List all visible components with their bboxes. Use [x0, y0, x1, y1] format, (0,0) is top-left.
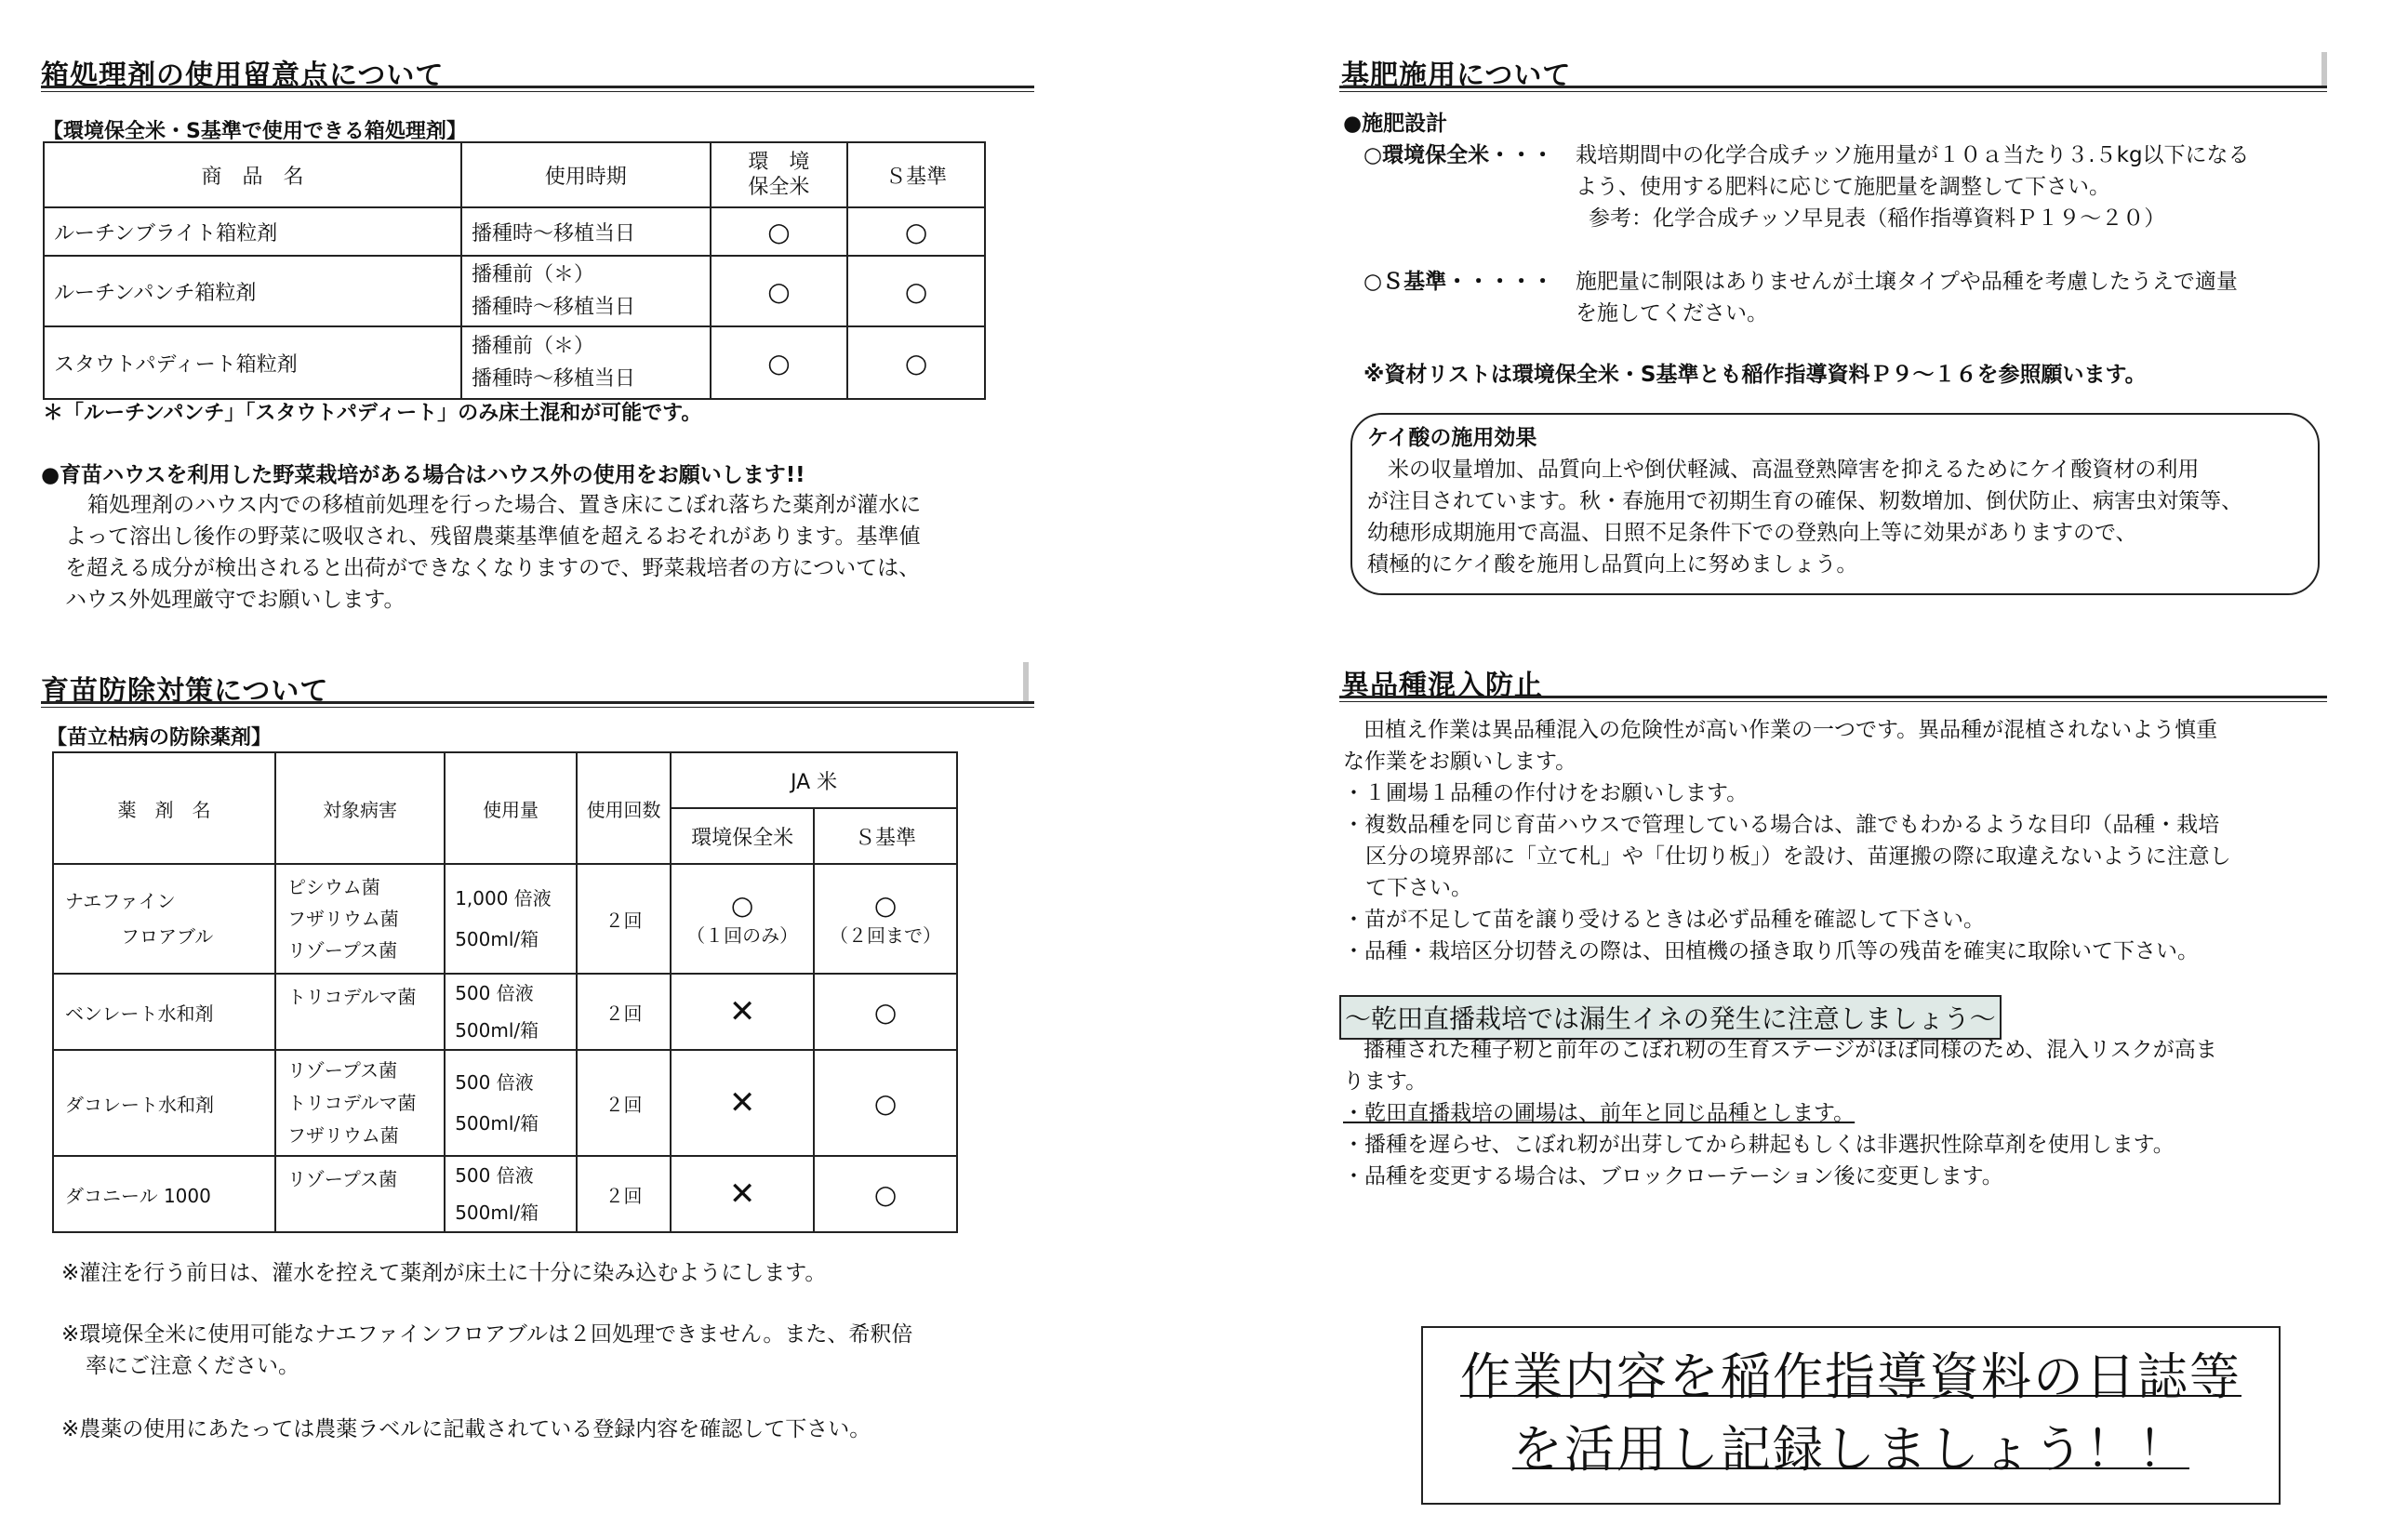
usage-timing-line2: 播種時～移植当日 [472, 296, 636, 319]
section-title-box-treatment: 箱処理剤の使用留意点について [41, 60, 445, 92]
target-disease: リゾープス菌 [286, 939, 398, 962]
s-standard-label: ○Ｓ基準・・・・・ [1363, 270, 1554, 294]
usage-timing: 播種時～移植当日 [461, 207, 711, 256]
target-disease: リゾープス菌 [275, 1156, 445, 1232]
section-title-basal-fertilizer: 基肥施用について [1341, 60, 1572, 92]
dilution: 500 倍液 [455, 982, 534, 1004]
header-env: 環境保全米 [671, 808, 814, 864]
usage-timing-line2: 播種時～移植当日 [472, 367, 636, 391]
direct-seeding-highlight: ～乾田直播栽培では漏生イネの発生に注意しましょう～ [1339, 995, 2002, 1040]
silicate-box-heading: ケイ酸の施用効果 [1367, 426, 1537, 450]
product-name: ルーチンパンチ箱粒剤 [44, 256, 461, 326]
seedling-disease-table [52, 751, 958, 1233]
s-standard-text: を施してください。 [1576, 301, 1768, 325]
header-env-line1: 環 境 [748, 150, 810, 174]
notice-line: を超える成分が検出されると出荷ができなくなりますので、野菜栽培者の方については、 [65, 556, 921, 580]
dilution: 1,000 倍液 [455, 887, 552, 909]
intro-line: な作業をお願いします。 [1343, 750, 1577, 774]
usage-timing-line1: 播種前（＊） [472, 334, 595, 358]
paragraph-line: ります。 [1343, 1069, 1428, 1094]
chemical-name-line1: ナエファイン [65, 890, 176, 912]
usage-timing [461, 326, 711, 399]
material-list-note: ※資材リストは環境保全米・S基準とも稲作指導資料Ｐ９～１６を参照願います。 [1363, 363, 2147, 387]
bullet-item: ・品種・栽培区分切替えの際は、田植機の掻き取り爪等の残苗を確実に取除いて下さい。 [1343, 939, 2199, 963]
table-row [44, 207, 985, 256]
times: ２回 [577, 1156, 671, 1232]
header-product: 商 品 名 [44, 142, 461, 207]
silicate-box-line: 積極的にケイ酸を施用し品質向上に努めましょう。 [1367, 552, 1858, 577]
s-mark: ○ [847, 207, 985, 256]
chemical-name-line2: フロアブル [121, 925, 214, 948]
volume: 500ml/箱 [455, 928, 539, 950]
title-rule [1339, 86, 2327, 92]
times: ２回 [577, 974, 671, 1050]
volume: 500ml/箱 [455, 1112, 539, 1135]
s-mark: ○ [873, 890, 898, 921]
amount [445, 974, 577, 1050]
times: ２回 [577, 864, 671, 974]
bullet-item [1343, 1101, 1855, 1127]
silicate-box-line: 米の収量増加、品質向上や倒伏軽減、高温登熟障害を抑えるためにケイ酸資材の利用 [1388, 458, 2200, 482]
note: ※環境保全米に使用可能なナエファインフロアブルは２回処理できません。また、希釈倍 [61, 1322, 913, 1347]
title-rule [1339, 696, 2327, 702]
env-cross-mark: ✕ [671, 1050, 814, 1156]
s-note: （２回まで） [830, 924, 942, 947]
env-cross-mark: ✕ [671, 974, 814, 1050]
product-name: ルーチンブライト箱粒剤 [44, 207, 461, 256]
target-disease: トリコデルマ菌 [275, 974, 445, 1050]
target-disease: フザリウム菌 [286, 908, 399, 930]
banner-line: 作業内容を稲作指導資料の日誌等 [1460, 1348, 2241, 1406]
silicate-box-line: が注目されています。秋・春施用で初期生育の確保、籾数増加、倒伏防止、病害虫対策等、 [1367, 489, 2243, 513]
header-chemical: 薬 剤 名 [53, 752, 275, 864]
underlined-bullet-text: ・乾田直播栽培の圃場は、前年と同じ品種とします。 [1343, 1101, 1856, 1125]
header-env [711, 142, 848, 207]
chemical-name [53, 864, 275, 974]
table-row [53, 1050, 957, 1156]
bullet-item: ・播種を遅らせ、こぼれ籾が出芽してから耕起もしくは非選択性除草剤を使用します。 [1343, 1133, 2175, 1157]
env-cross-mark: ✕ [671, 1156, 814, 1232]
env-rice-text: 栽培期間中の化学合成チッソ施用量が１０ａ当たり３.５kg以下になる [1576, 143, 2250, 167]
table-row [44, 326, 985, 399]
header-env-line2: 保全米 [748, 176, 810, 199]
note: 率にご注意ください。 [86, 1354, 299, 1378]
s-mark: ○ [814, 1050, 957, 1156]
dilution: 500 倍液 [455, 1164, 534, 1187]
rule-tick-mark [1023, 662, 1029, 701]
header-target: 対象病害 [275, 752, 445, 864]
table-row [44, 256, 985, 326]
s-mark: ○ [814, 974, 957, 1050]
s-standard-text: 施肥量に制限はありませんが土壌タイプや品種を考慮したうえで適量 [1576, 270, 2238, 294]
title-rule [41, 86, 1034, 92]
amount [445, 864, 577, 974]
env-note: （１回のみ） [686, 924, 799, 947]
chemical-name: ベンレート水和剤 [53, 974, 275, 1050]
intro-line: 田植え作業は異品種混入の危険性が高い作業の一つです。異品種が混植されないよう慎重 [1363, 718, 2218, 742]
table-row [53, 864, 957, 974]
right-page [1190, 0, 2381, 1540]
amount [445, 1050, 577, 1156]
bullet-item-cont: て下さい。 [1365, 876, 1472, 900]
target-diseases [275, 864, 445, 974]
notice-line: 箱処理剤のハウス内での移植前処理を行った場合、置き床にこぼれ落ちた薬剤が灌水に [87, 493, 922, 517]
rule-tick-mark [2321, 52, 2327, 86]
left-page [0, 0, 1190, 1540]
header-s-standard: Ｓ基準 [847, 142, 985, 207]
bullet-item: ・複数品種を同じ育苗ハウスで管理している場合は、誰でもわかるような目印（品種・栽培 [1343, 813, 2220, 837]
usage-timing-line1: 播種前（＊） [472, 262, 595, 286]
notice-line: よって溶出し後作の野菜に吸収され、残留農薬基準値を超えるおそれがあります。基準値 [65, 524, 921, 549]
s-cell [814, 864, 957, 974]
header-s-standard: Ｓ基準 [814, 808, 957, 864]
target-disease: フザリウム菌 [286, 1123, 399, 1147]
amount [445, 1156, 577, 1232]
silicate-box-line: 幼穂形成期施用で高温、日照不足条件下での登熟向上等に効果がありますので、 [1367, 521, 2137, 545]
header-ja-rice: JA 米 [671, 752, 957, 808]
table-footnote: ＊「ルーチンパンチ」「スタウトパディート」のみ床土混和が可能です。 [43, 402, 702, 425]
env-rice-reference: 参考：化学合成チッソ早見表（稲作指導資料Ｐ１９～２０） [1589, 206, 2166, 231]
header-amount: 使用量 [445, 752, 577, 864]
env-mark: ○ [730, 890, 754, 921]
table-caption: 【苗立枯病の防除薬剤】 [47, 726, 273, 750]
section-title-seedling-protection: 育苗防除対策について [41, 675, 329, 708]
env-cell [671, 864, 814, 974]
volume: 500ml/箱 [455, 1201, 539, 1224]
env-mark: ○ [711, 256, 848, 326]
box-treatment-table [43, 141, 986, 400]
env-mark: ○ [711, 326, 848, 399]
env-rice-label: ○環境保全米・・・ [1363, 143, 1554, 167]
title-rule [41, 701, 1034, 708]
table-caption: 【環境保全米・S基準で使用できる箱処理剤】 [43, 120, 467, 143]
product-name: スタウトパディート箱粒剤 [44, 326, 461, 399]
dilution: 500 倍液 [455, 1071, 534, 1094]
notice-line: ハウス外処理厳守でお願いします。 [65, 588, 406, 612]
target-disease: トリコデルマ菌 [286, 1091, 417, 1114]
target-disease: リゾープス菌 [286, 1058, 398, 1082]
banner-line: を活用し記録しましょう！！ [1512, 1420, 2189, 1479]
bullet-item: ・苗が不足して苗を譲り受けるときは必ず品種を確認して下さい。 [1343, 908, 1985, 932]
times: ２回 [577, 1050, 671, 1156]
chemical-name: ダコレート水和剤 [53, 1050, 275, 1156]
header-times: 使用回数 [577, 752, 671, 864]
table-header-row [53, 752, 957, 808]
table-row [53, 1156, 957, 1232]
bullet-item: ・品種を変更する場合は、ブロックローテーション後に変更します。 [1343, 1164, 2003, 1188]
env-mark: ○ [711, 207, 848, 256]
s-mark: ○ [814, 1156, 957, 1232]
target-diseases [275, 1050, 445, 1156]
fertilizer-design-heading: ●施肥設計 [1343, 112, 1448, 136]
note: ※灌注を行う前日は、灌水を控えて薬剤が床土に十分に染み込むようにします。 [61, 1261, 827, 1285]
bullet-item-cont: 区分の境界部に「立て札」や「仕切り板」）を設け、苗運搬の際に取違えないように注意し [1365, 844, 2231, 869]
s-mark: ○ [847, 326, 985, 399]
note: ※農薬の使用にあたっては農薬ラベルに記載されている登録内容を確認して下さい。 [61, 1417, 871, 1441]
notice-heading: ●育苗ハウスを利用した野菜栽培がある場合はハウス外の使用をお願いします!! [41, 463, 805, 487]
section-title-variety-contamination: 異品種混入防止 [1341, 670, 1543, 702]
s-mark: ○ [847, 256, 985, 326]
table-row [53, 974, 957, 1050]
paragraph-line: 播種された種子籾と前年のこぼれ籾の生育ステージがほぼ同様のため、混入リスクが高ま [1363, 1038, 2217, 1062]
header-timing: 使用時期 [461, 142, 711, 207]
volume: 500ml/箱 [455, 1019, 539, 1042]
table-header-row [44, 142, 985, 207]
target-disease: ピシウム菌 [286, 876, 380, 898]
bullet-item: ・１圃場１品種の作付けをお願いします。 [1343, 781, 1749, 805]
env-rice-text: よう、使用する肥料に応じて施肥量を調整して下さい。 [1576, 175, 2110, 199]
chemical-name: ダコニール 1000 [53, 1156, 275, 1232]
usage-timing [461, 256, 711, 326]
